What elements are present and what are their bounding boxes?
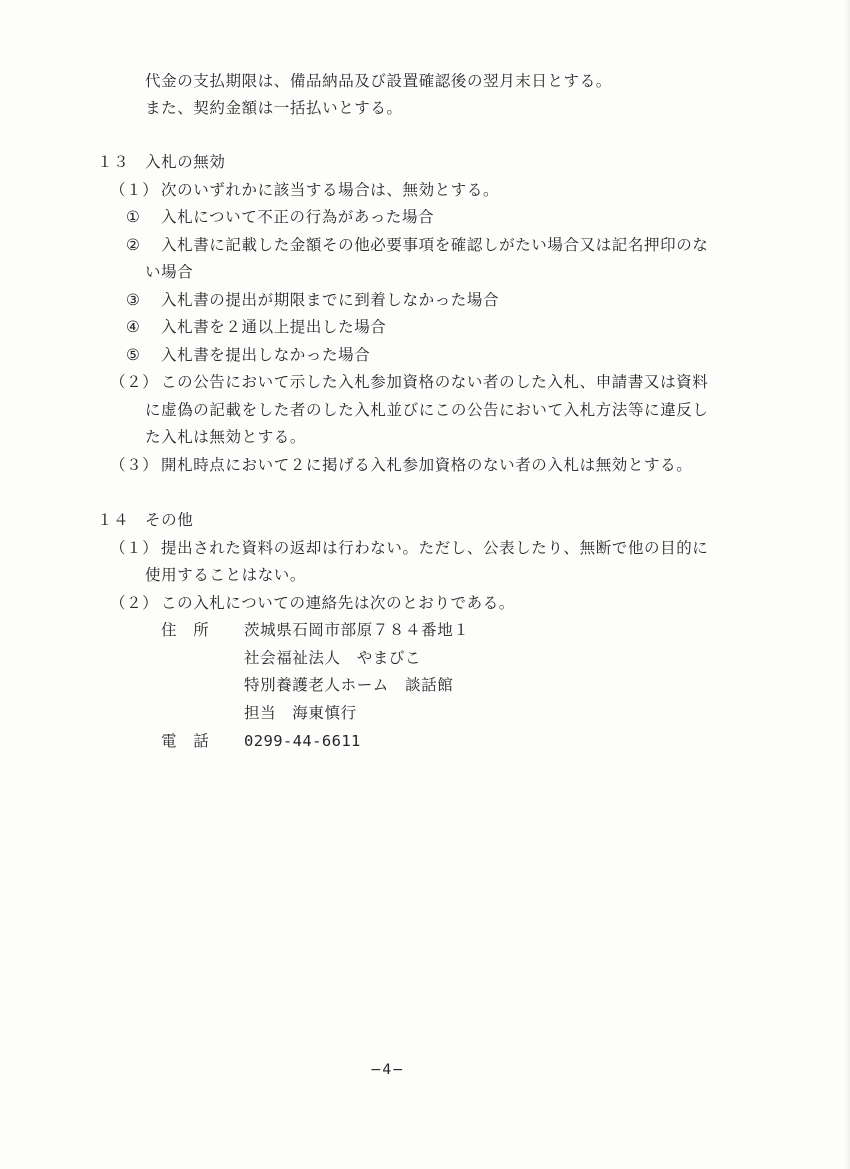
s13-item3-text: 開札時点において２に掲げる入札参加資格のない者の入札は無効とする。 <box>161 456 693 474</box>
contact-address: 茨城県石岡市部原７８４番地１ <box>244 621 470 639</box>
s13-sub2-number: ② <box>126 236 141 254</box>
s14-item1-text-2: 使用することはない。 <box>145 566 307 584</box>
section13-number: １３ <box>97 153 130 171</box>
contact-facility: 特別養護老人ホーム 談話館 <box>244 676 454 694</box>
s13-sub5-number: ⑤ <box>126 346 141 364</box>
s13-item1-text: 次のいずれかに該当する場合は、無効とする。 <box>161 181 500 199</box>
contact-phone: 0299-44-6611 <box>244 732 361 750</box>
s13-sub2-text-1: 入札書に記載した金額その他必要事項を確認しがたい場合又は記名押印のな <box>161 236 709 254</box>
contact-person: 担当 海東慎行 <box>244 704 357 722</box>
s14-item1-number: （１） <box>110 539 159 557</box>
section14-heading: その他 <box>145 511 194 529</box>
s13-sub4-text: 入札書を２通以上提出した場合 <box>161 318 387 336</box>
s14-item2-number: （２） <box>110 594 159 612</box>
contact-phone-label: 電 話 <box>161 732 210 750</box>
s14-item2-text: この入札についての連絡先は次のとおりである。 <box>161 594 515 612</box>
page-number: −4− <box>370 1062 405 1078</box>
s13-item2-number: （２） <box>110 373 159 391</box>
s13-item2-text-3: た入札は無効とする。 <box>145 428 307 446</box>
s13-sub3-text: 入札書の提出が期限までに到着しなかった場合 <box>161 291 500 309</box>
payment-line-2: また、契約金額は一括払いとする。 <box>145 99 403 117</box>
contact-organization: 社会福祉法人 やまびこ <box>244 649 422 667</box>
s13-sub5-text: 入札書を提出しなかった場合 <box>161 346 371 364</box>
section14-number: １４ <box>97 511 130 529</box>
s14-item1-text-1: 提出された資料の返却は行わない。ただし、公表したり、無断で他の目的に <box>161 539 709 557</box>
s13-item2-text-2: に虚偽の記載をした者のした入札並びにこの公告において入札方法等に違反し <box>145 401 709 419</box>
contact-address-label: 住 所 <box>161 621 210 639</box>
s13-item2-text-1: この公告において示した入札参加資格のない者のした入札、申請書又は資料 <box>161 373 709 391</box>
s13-sub2-text-2: い場合 <box>145 263 194 281</box>
s13-sub4-number: ④ <box>126 318 141 336</box>
s13-item3-number: （３） <box>110 456 159 474</box>
section13-heading: 入札の無効 <box>145 153 226 171</box>
s13-sub1-number: ① <box>126 208 141 226</box>
payment-line-1: 代金の支払期限は、備品納品及び設置確認後の翌月末日とする。 <box>145 72 612 90</box>
scan-edge-shadow <box>844 0 850 1169</box>
s13-item1-number: （１） <box>110 181 159 199</box>
s13-sub1-text: 入札について不正の行為があった場合 <box>161 208 435 226</box>
s13-sub3-number: ③ <box>126 291 141 309</box>
